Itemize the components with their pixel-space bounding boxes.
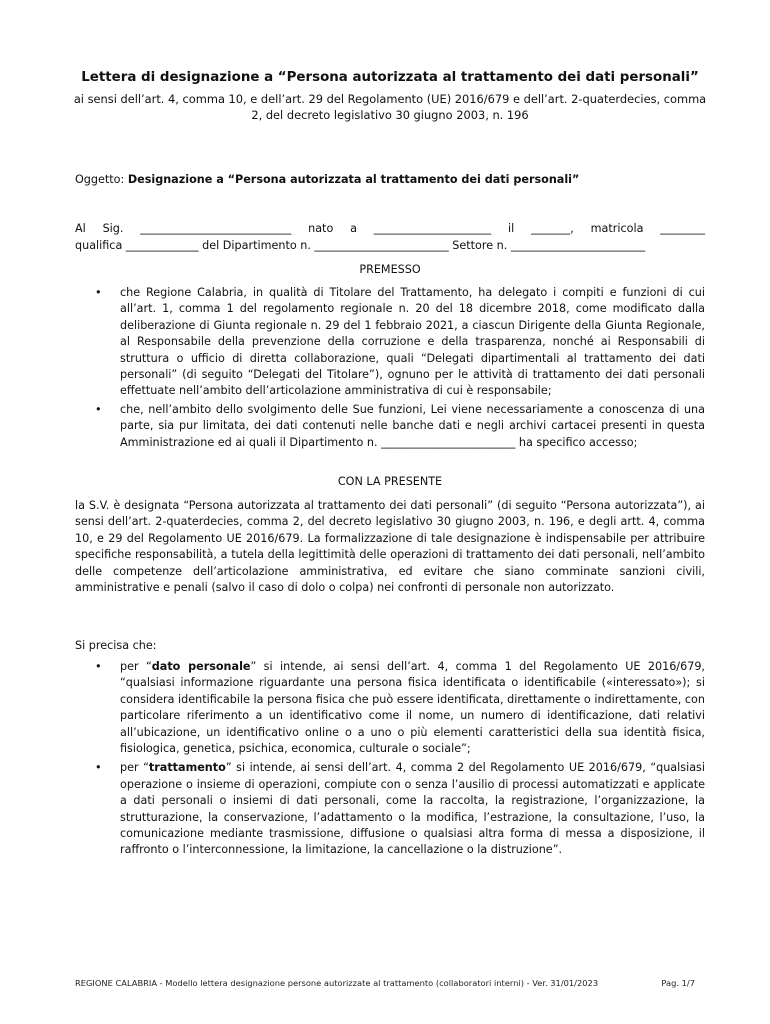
con-la-presente-paragraph: la S.V. è designata “Persona autorizzata al trattamento dei dati personali” (di seguito “Persona autorizzata”), ai sensi dell’art. 2-quaterdecies, comma 2, del decreto legislativo 30 giugno 2003, n. 196, e degli artt. 4, comma 10, e 29 del Regolamento UE 2016/679. La formalizzazione di tale designazione è indispensabile per attribuire specifiche responsabilità, a tutela della legittimità delle operazioni di trattamento dei dati personali, nell’ambito delle competenze dell’articolazione amministrativa, ed evitare che siano comminate sanzioni civili, amministrative e penali (salvo il caso di dolo o colpa) nei confronti di personale non autorizzato. <box>75 499 705 595</box>
bullet-icon: • <box>95 660 102 673</box>
premesso-list <box>75 285 705 451</box>
si-precisa-list <box>75 659 705 859</box>
premesso-item-text: che Regione Calabria, in qualità di Titolare del Trattamento, ha delegato i compiti e funzioni di cui all’art. 1, comma 1 del regolamento regionale n. 20 del 18 dicembre 2018, come modificato dalla deliberazione di Giunta regionale n. 29 del 1 febbraio 2021, a ciascun Dirigente della Giunta Regionale, al Responsabile della prevenzione della corruzione e della trasparenza, nonché ai Responsabili di struttura o ufficio di diretta collaborazione, quali “Delegati dipartimentali al trattamento dei dati personali” (di seguito “Delegati del Titolare”), ognuno per le attività di trattamento dei dati personali effettuate nell’ambito dell’articolazione amministrativa di cui è responsabile; <box>120 286 705 398</box>
page-number: Pag. 1/7 <box>661 978 695 988</box>
si-precisa-intro: Si precisa che: <box>75 639 157 652</box>
premesso-heading: PREMESSO <box>359 263 421 276</box>
oggetto-text: Designazione a “Persona autorizzata al trattamento dei dati personali” <box>127 173 580 186</box>
destinatario-line-1: Al Sig. ___________________________ nato a _____________________ il _______, matricola ________ <box>75 222 705 235</box>
bullet-icon: • <box>95 286 102 299</box>
list-item <box>75 285 705 400</box>
oggetto-line <box>75 172 705 188</box>
item-text: ” si intende, ai sensi dell’art. 4, comma 1 del Regolamento UE 2016/679, “qualsiasi informazione riguardante una persona fisica identificata o identificabile («interessato»); si considera identificabile la persona fisica che può essere identificata, direttamente o indirettamente, con particolare riferimento a un identificativo come il nome, un numero di identificazione, dati relativi all’ubicazione, un identificativo online o a uno o più elementi caratteristici della sua identità fisica, fisiologica, genetica, psichica, economica, culturale o sociale”; <box>120 660 705 756</box>
list-item <box>75 402 705 451</box>
bullet-icon: • <box>95 761 102 775</box>
item-text: ” si intende, ai sensi dell’art. 4, comma 2 del Regolamento UE 2016/679, “qualsiasi operazione o insieme di operazioni, compiute con o senza l’ausilio di processi automatizzati e applicate a dati personali o insiemi di dati personali, come la raccolta, la registrazione, l’organizzazione, la strutturazione, la conservazione, l’adattamento o la modifica, l’estrazione, la consultazione, l’uso, la comunicazione mediante trasmissione, diffusione o qualsiasi altra forma di messa a disposizione, il raffronto o l’interconnessione, la limitazione, la cancellazione o la distruzione”. <box>120 761 705 857</box>
list-item <box>75 760 705 858</box>
oggetto-label: Oggetto: <box>75 173 128 186</box>
page-footer <box>75 975 695 991</box>
document-title: Lettera di designazione a “Persona autorizzata al trattamento dei dati personali” <box>81 70 699 85</box>
con-la-presente-heading: CON LA PRESENTE <box>337 475 443 488</box>
premesso-item-text: che, nell’ambito dello svolgimento delle Sue funzioni, Lei viene necessariamente a conoscenza di una parte, sia pur limitata, dei dati contenuti nelle banche dati e negli archivi cartacei presenti in questa Amministrazione ed ai quali il Dipartimento n. ________________________ ha specifico accesso; <box>120 402 705 449</box>
bullet-icon: • <box>95 402 102 416</box>
destinatario-line-2: qualifica _____________ del Dipartimento n. ________________________ Settore n. ________________________ <box>75 239 646 252</box>
item-term: dato personale <box>151 660 251 673</box>
footer-text: REGIONE CALABRIA - Modello lettera designazione persone autorizzate al trattamento (collaboratori interni) - Ver. 31/01/2023 <box>75 978 599 988</box>
item-prefix: per “ <box>120 761 149 775</box>
item-term: trattamento <box>148 761 226 775</box>
item-prefix: per “ <box>120 660 152 673</box>
document-subtitle: ai sensi dell’art. 4, comma 10, e dell’art. 29 del Regolamento (UE) 2016/679 e dell’art. 2-quaterdecies, comma 2, del decreto legislativo 30 giugno 2003, n. 196 <box>73 92 707 123</box>
list-item <box>75 659 705 757</box>
